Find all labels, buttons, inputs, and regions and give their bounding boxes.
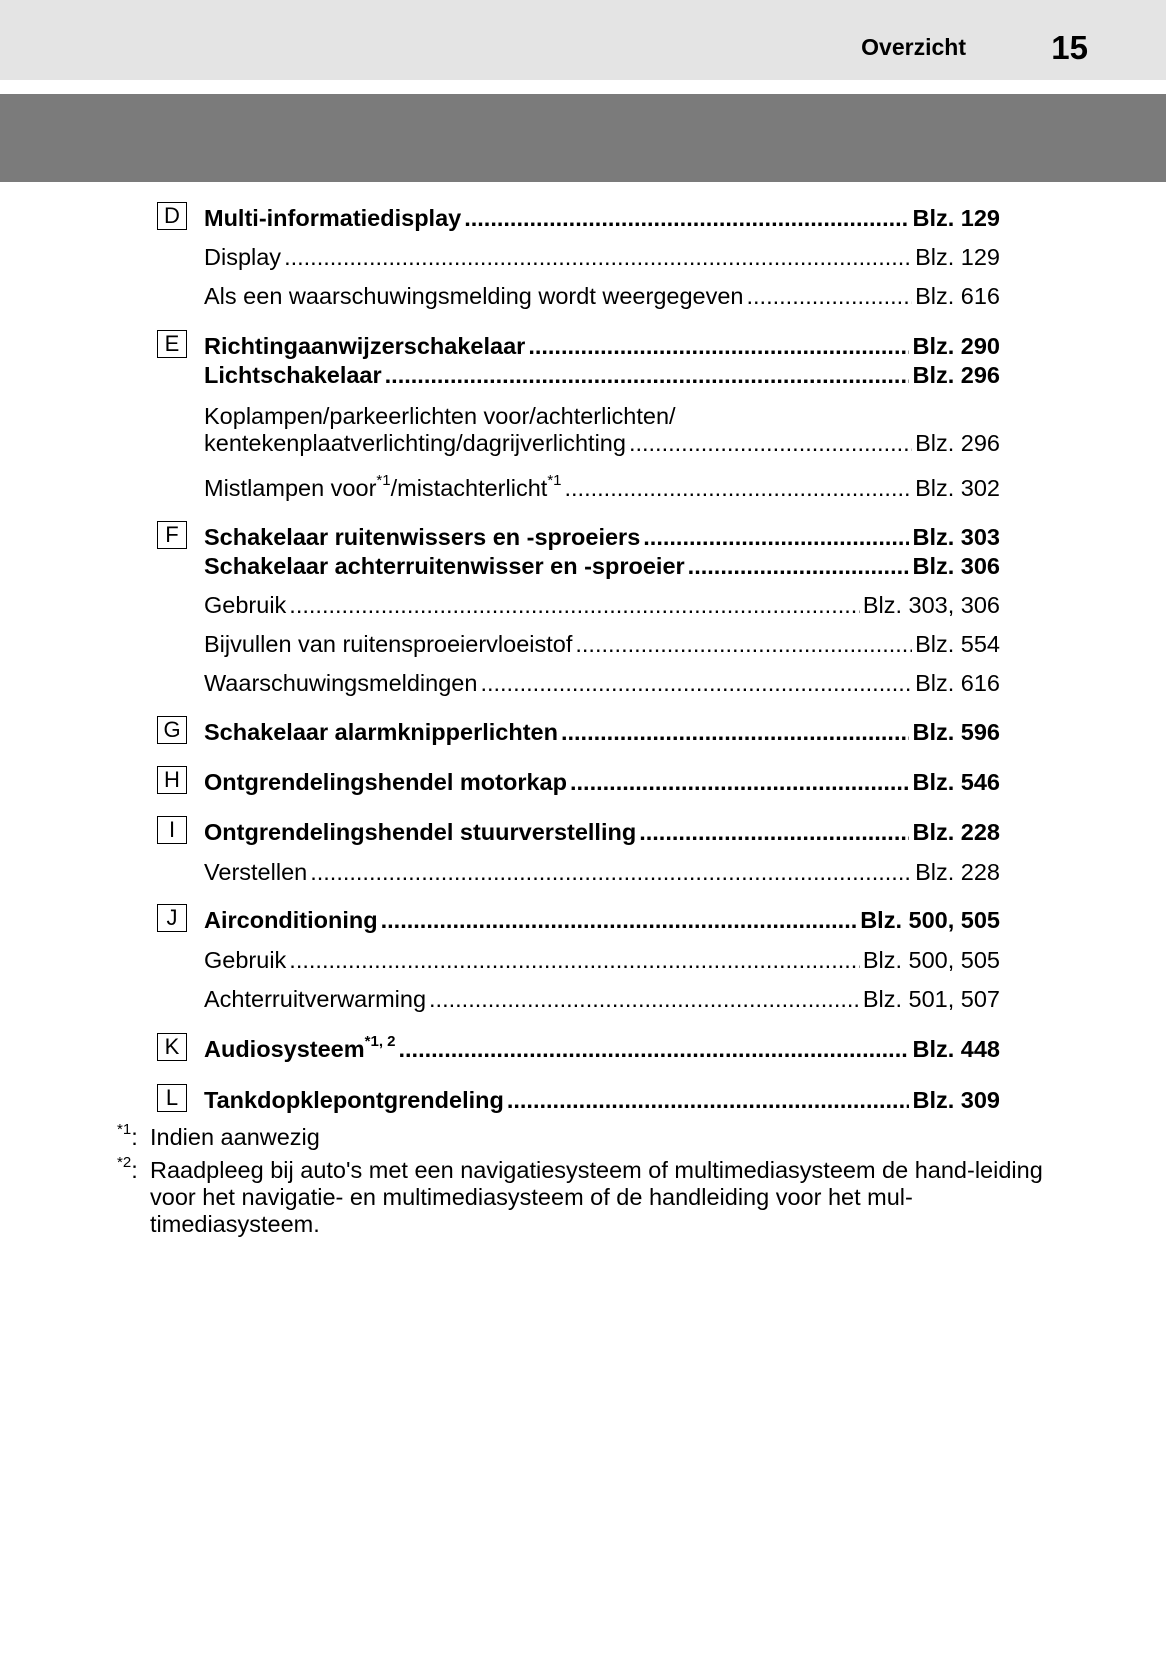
footnote-mark: $^{*1}$: [117,1121,138,1150]
footnote [117,1154,1047,1238]
footnote-ref: *1 [547,472,562,490]
entry-label: Verstellen [204,859,308,885]
entry-page-ref: Blz. 500, 505 [862,947,1000,973]
entry-label: Schakelaar ruitenwissers en -sproeiers [204,524,641,550]
section-title: Overzicht [861,34,966,60]
toc-entry[interactable] [204,817,1000,847]
entry-page-ref: Blz. 596 [912,719,1000,745]
entry-label [204,473,562,503]
toc-subentry[interactable] [204,590,1000,620]
section-letter-h: H [157,766,187,794]
entry-page-ref: Blz. 309 [912,1087,1000,1113]
entry-page-ref: Blz. 302 [915,475,1000,501]
entry-label: Airconditioning [204,907,378,933]
entry-page-ref: Blz. 501, 507 [862,986,1000,1012]
entry-page-ref: Blz. 500, 505 [860,907,1000,933]
entry-page-ref: Blz. 303 [912,524,1000,550]
entry-page-ref: Blz. 546 [912,769,1000,795]
entry-page-ref: Blz. 554 [915,631,1000,657]
entry-label: Multi-informatiedisplay [204,205,462,231]
toc-entry[interactable] [204,522,1000,552]
toc-entry[interactable] [204,203,1000,233]
entry-label [204,1034,396,1064]
entry-label: Schakelaar achterruitenwisser en -sproeier [204,553,685,579]
entry-label: Gebruik [204,592,287,618]
toc-entry[interactable] [204,717,1000,747]
entry-page-ref: Blz. 129 [915,244,1000,270]
entry-label: Bijvullen van ruitensproeiervloeistof [204,631,573,657]
toc-entry[interactable] [204,767,1000,797]
entry-label: Waarschuwingsmeldingen [204,670,478,696]
entry-label: Als een waarschuwingsmelding wordt weergegeven [204,283,744,309]
entry-page-ref: Blz. 228 [912,819,1000,845]
toc-subentry[interactable] [204,668,1000,698]
toc-subentry[interactable] [204,629,1000,659]
section-letter-g: G [157,716,187,744]
entry-label-text: Audiosysteem [204,1036,365,1062]
toc-entry[interactable] [204,551,1000,581]
section-letter-j: J [157,904,187,932]
toc-subentry[interactable] [204,945,1000,975]
toc-entry[interactable] [204,331,1000,361]
entry-page-ref: Blz. 290 [912,333,1000,359]
footnote-text: Indien aanwezig [150,1124,320,1150]
section-letter-i: I [157,816,187,844]
entry-page-ref: Blz. 303, 306 [862,592,1000,618]
entry-label: Gebruik [204,947,287,973]
footnote [117,1121,1047,1151]
entry-label: kentekenplaatverlichting/dagrijverlichting [204,430,626,456]
footnote-text: Raadpleeg bij auto's met een navigatiesysteem of multimediasysteem de hand-leiding voor het navigatie- en multimediasysteem of de handleiding voor het mul-timediasysteem. [150,1157,1043,1237]
footnote-mark: $^{*2}$: [117,1154,138,1183]
entry-page-ref: Blz. 129 [912,205,1000,231]
section-letter-d: D [157,202,187,230]
toc-entry[interactable] [204,1034,1000,1064]
toc-subentry[interactable] [204,857,1000,887]
footnote-marker: *1 [117,1121,132,1139]
section-letter-l: L [157,1084,187,1112]
entry-label-part: Mistlampen voor [204,475,377,501]
entry-label: Richtingaanwijzerschakelaar [204,333,526,359]
entry-page-ref: Blz. 228 [915,859,1000,885]
entry-label-line: Koplampen/parkeerlichten voor/achterlichten/ [204,403,676,429]
entry-page-ref: Blz. 296 [915,430,1000,456]
entry-page-ref: Blz. 616 [915,283,1000,309]
entry-label: Ontgrendelingshendel stuurverstelling [204,819,637,845]
footnote-ref: *1 [376,472,391,490]
toc-subentry[interactable] [204,428,1000,458]
entry-label: Lichtschakelaar [204,362,382,388]
entry-label: Schakelaar alarmknipperlichten [204,719,558,745]
toc-subentry[interactable] [204,473,1000,503]
entry-label-part: /mistachterlicht [390,475,548,501]
toc-subentry[interactable] [204,242,1000,272]
footnote-marker: *2 [117,1154,132,1172]
toc-entry[interactable] [204,905,1000,935]
section-letter-f: F [157,521,187,549]
header-band [0,94,1166,182]
entry-page-ref: Blz. 306 [912,553,1000,579]
entry-page-ref: Blz. 616 [915,670,1000,696]
toc-subentry[interactable] [204,984,1000,1014]
toc-entry[interactable] [204,1085,1000,1115]
entry-page-ref: Blz. 296 [912,362,1000,388]
toc-subentry[interactable] [204,281,1000,311]
section-letter-e: E [157,330,187,358]
entry-label: Achterruitverwarming [204,986,427,1012]
section-letter-k: K [157,1033,187,1061]
entry-page-ref: Blz. 448 [912,1036,1000,1062]
entry-label: Ontgrendelingshendel motorkap [204,769,567,795]
entry-label: Display [204,244,282,270]
entry-label: Tankdopklepontgrendeling [204,1087,504,1113]
footnote-ref: *1, 2 [364,1033,396,1051]
page-number: 15 [1051,29,1088,66]
toc-entry[interactable] [204,360,1000,390]
header-bar [0,0,1166,80]
